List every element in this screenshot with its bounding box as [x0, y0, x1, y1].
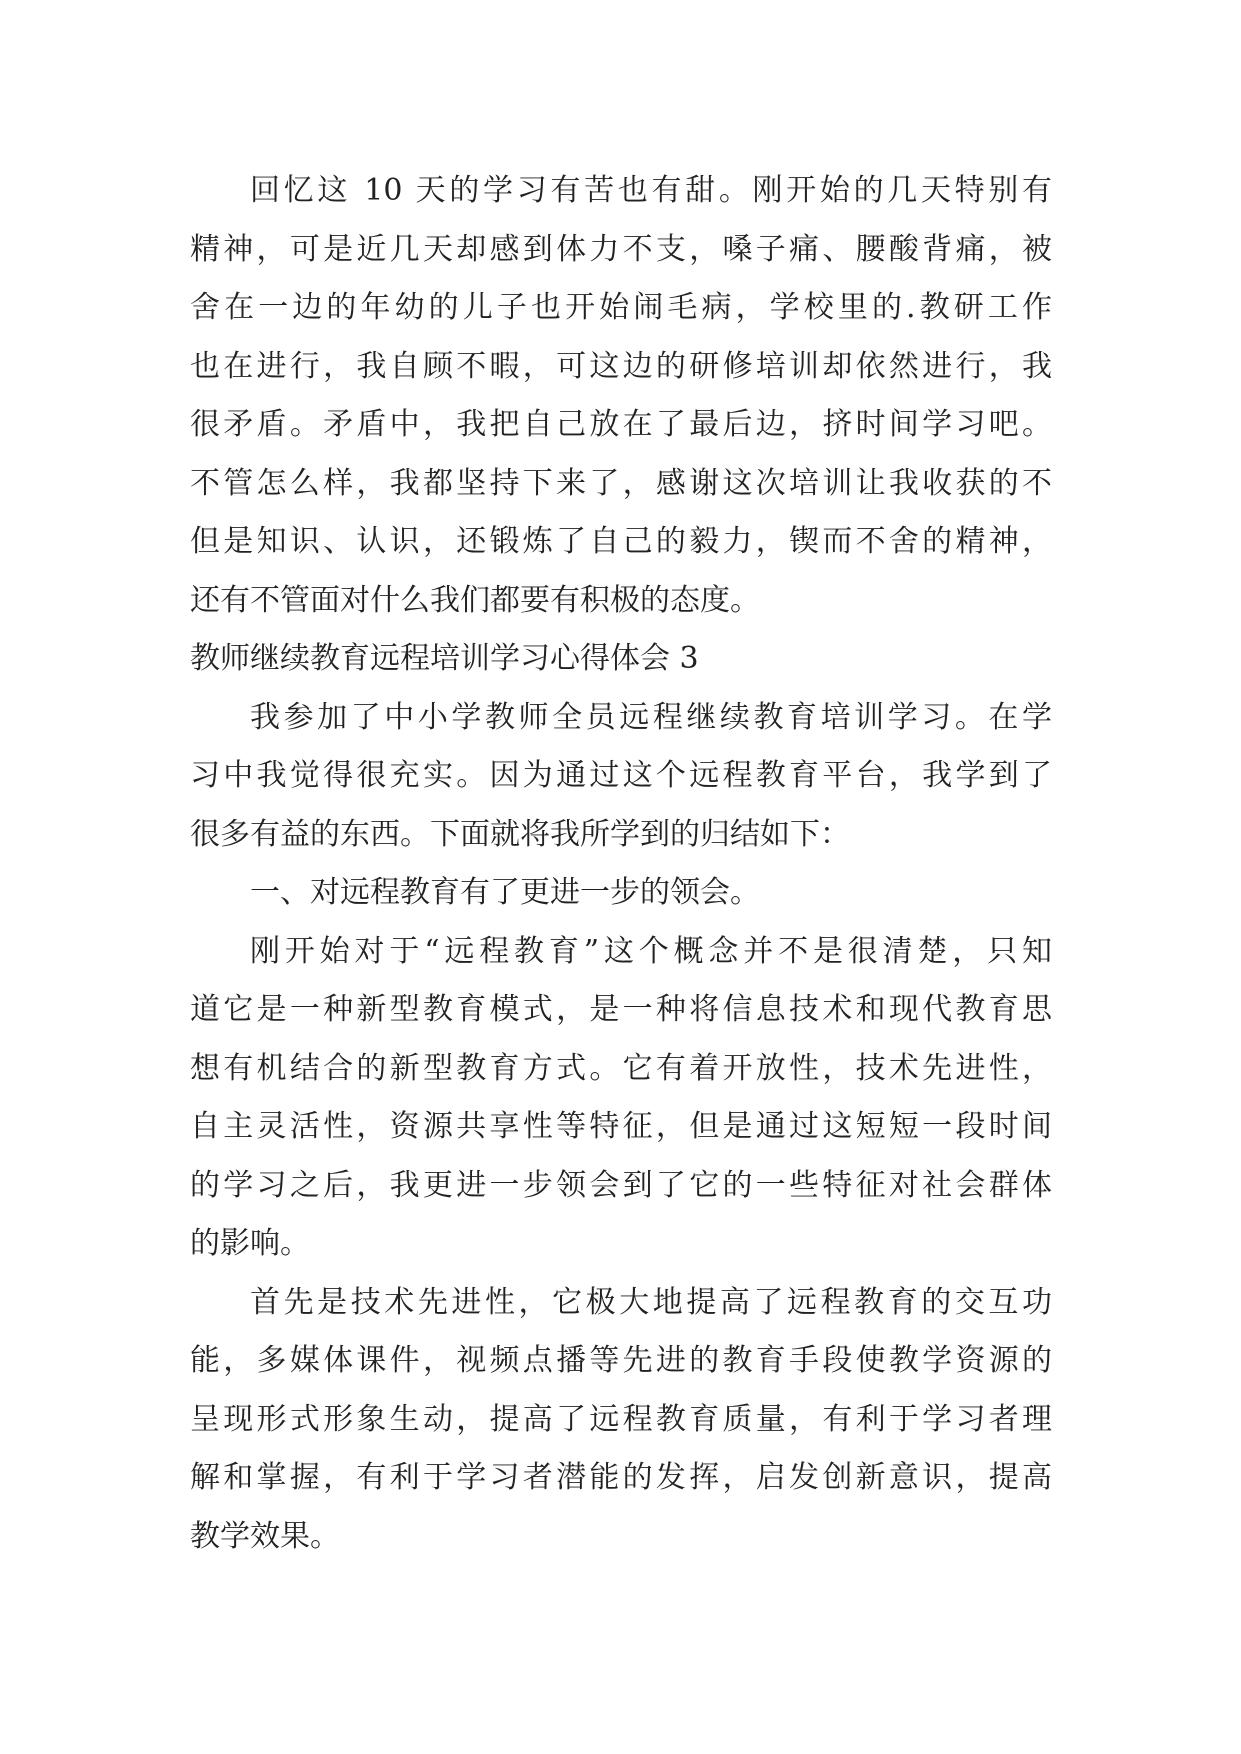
text-line: 也在进行，我自顾不暇，可这边的研修培训却依然进行，我: [190, 348, 1052, 384]
text-line: 能，多媒体课件，视频点播等先进的教育手段使教学资源的: [190, 1343, 1052, 1378]
text-line: 我参加了中小学教师全员远程继续教育培训学习。在学: [250, 699, 1052, 735]
document-page: [190, 162, 1052, 1566]
text-line: 舍在一边的年幼的儿子也开始闹毛病，学校里的.教研工作: [190, 290, 1052, 325]
text-line: 的影响。: [190, 1226, 310, 1261]
text-line: 很矛盾。矛盾中，我把自己放在了最后边，挤时间学习吧。: [190, 407, 1052, 442]
paragraph-technology: [190, 1274, 1052, 1567]
text-line: 解和掌握，有利于学习者潜能的发挥，启发创新意识，提高: [190, 1460, 1052, 1495]
text-line: 道它是一种新型教育模式，是一种将信息技术和现代教育思: [190, 992, 1052, 1027]
paragraph-intro: [190, 689, 1052, 865]
text-line: 的学习之后，我更进一步领会到了它的一些特征对社会群体: [190, 1167, 1052, 1203]
text-line: 教学效果。: [190, 1518, 340, 1554]
text-line: 呈现形式形象生动，提高了远程教育质量，有利于学习者理: [190, 1401, 1052, 1437]
text-line: 很多有益的东西。下面就将我所学到的归结如下：: [190, 816, 850, 852]
text-line: 还有不管面对什么我们都要有积极的态度。: [190, 582, 760, 618]
text-line: 习中我觉得很充实。因为通过这个远程教育平台，我学到了: [190, 758, 1052, 793]
text-line: 回忆这 10 天的学习有苦也有甜。刚开始的几天特别有: [250, 173, 1052, 208]
text-line: 不管怎么样，我都坚持下来了，感谢这次培训让我收获的不: [190, 465, 1052, 501]
text-line: 精神，可是近几天却感到体力不支，嗓子痛、腰酸背痛，被: [190, 231, 1052, 267]
section-heading: [190, 630, 1052, 689]
paragraph-point-one: [190, 864, 1052, 923]
text-line: 自主灵活性，资源共享性等特征，但是通过这短短一段时间: [190, 1109, 1052, 1144]
paragraph-reflection: [190, 162, 1052, 630]
heading-text: 教师继续教育远程培训学习心得体会 3: [190, 641, 699, 676]
text-line: 但是知识、认识，还锻炼了自己的毅力，锲而不舍的精神，: [190, 524, 1052, 559]
text-line: 一、对远程教育有了更进一步的领会。: [250, 875, 760, 910]
text-line: 首先是技术先进性，它极大地提高了远程教育的交互功: [250, 1284, 1052, 1320]
text-line: 想有机结合的新型教育方式。它有着开放性，技术先进性，: [190, 1050, 1052, 1086]
paragraph-concept: [190, 923, 1052, 1274]
text-line: 刚开始对于“远程教育”这个概念并不是很清楚，只知: [250, 933, 1052, 969]
